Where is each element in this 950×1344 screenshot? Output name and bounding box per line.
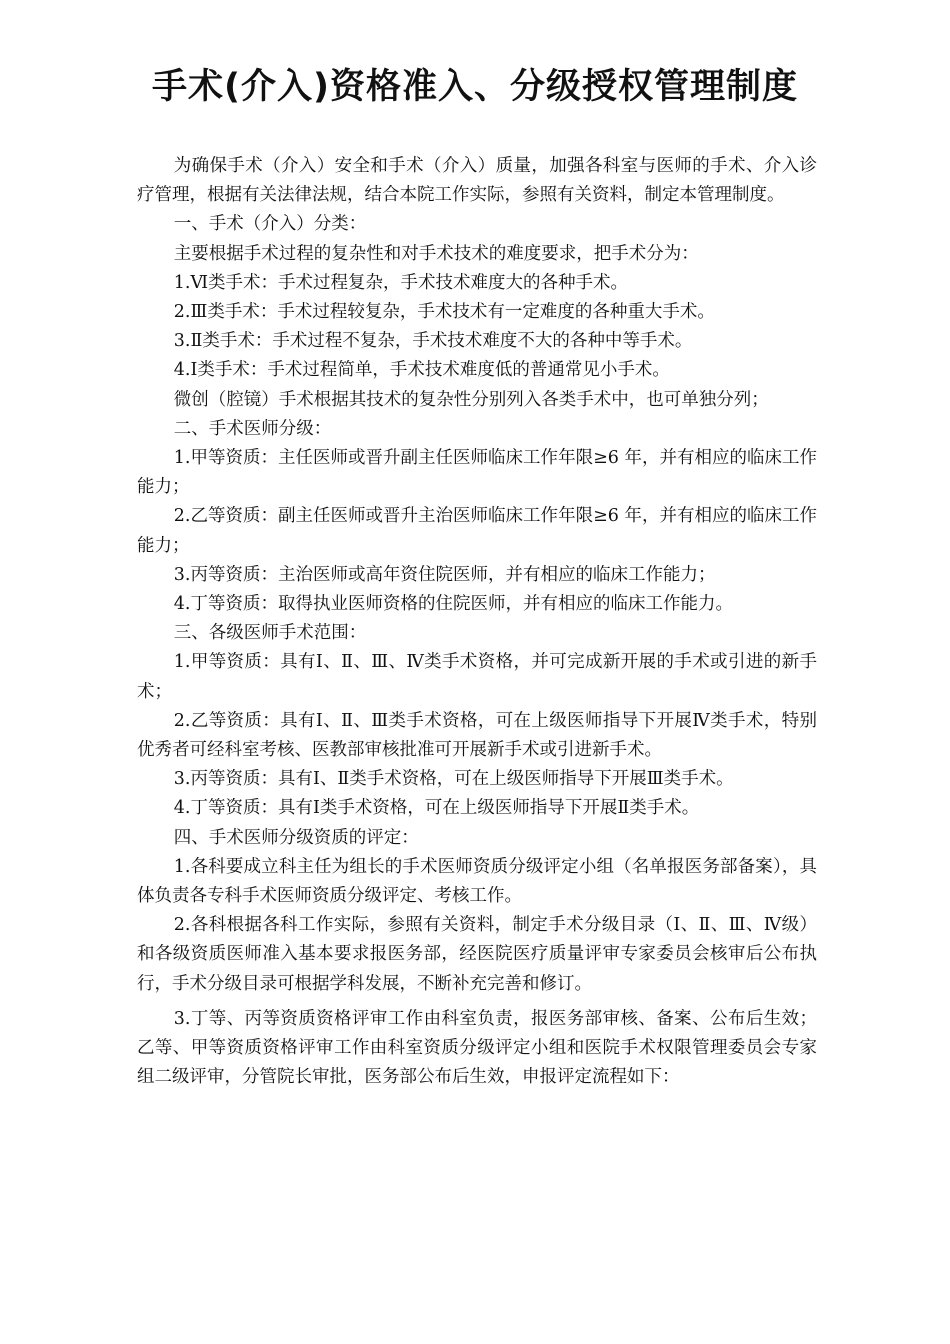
list-item: 3.丁等、丙等资质资格评审工作由科室负责，报医务部审核、备案、公布后生效；乙等、甲等资质资格评审工作由科室资质分级评定小组和医院手术权限管理委员会专家组二级评审，分管院长审批，医务部公布后生效，申报评定流程如下：	[137, 1008, 817, 1088]
section-heading-4: 四、手术医师分级资质的评定：	[173, 827, 419, 848]
list-item: 1.Ⅵ类手术：手术过程复杂，手术技术难度大的各种手术。	[173, 272, 629, 293]
list-item: 2.各科根据各科工作实际，参照有关资料，制定手术分级目录（Ⅰ、Ⅱ、Ⅲ、Ⅳ级）和各级资质医师准入基本要求报医务部，经医院医疗质量评审专家委员会核审后公布执行，手术分级目录可根据学科发展，不断补充完善和修订。	[137, 915, 817, 994]
paragraph: 主要根据手术过程的复杂性和对手术技术的难度要求，把手术分为：	[173, 243, 699, 264]
list-item: 1.甲等资质：主任医师或晋升副主任医师临床工作年限≥6 年，并有相应的临床工作能力；	[137, 448, 817, 498]
list-item: 4.丁等资质：具有Ⅰ类手术资格，可在上级医师指导下开展Ⅱ类手术。	[173, 798, 700, 819]
document-title: 手术(介入)资格准入、分级授权管理制度	[152, 67, 798, 107]
list-item: 3.丙等资质：具有Ⅰ、Ⅱ类手术资格，可在上级医师指导下开展Ⅲ类手术。	[173, 769, 734, 790]
document-body	[137, 152, 817, 1093]
list-item: 4.Ⅰ类手术：手术过程简单，手术技术难度低的普通常见小手术。	[173, 360, 670, 381]
list-item: 3.丙等资质：主治医师或高年资住院医师，并有相应的临床工作能力；	[173, 564, 716, 585]
list-item: 1.各科要成立科主任为组长的手术医师资质分级评定小组（名单报医务部备案），具体负责各专科手术医师资质分级评定、考核工作。	[137, 856, 817, 907]
list-item: 2.乙等资质：副主任医师或晋升主治医师临床工作年限≥6 年，并有相应的临床工作能力；	[137, 506, 817, 556]
list-item: 1.甲等资质：具有Ⅰ、Ⅱ、Ⅲ、Ⅳ类手术资格，并可完成新开展的手术或引进的新手术；	[137, 652, 817, 702]
section-heading-3: 三、各级医师手术范围：	[173, 623, 367, 644]
list-item: 3.Ⅱ类手术：手术过程不复杂，手术技术难度不大的各种中等手术。	[173, 331, 693, 352]
section-heading-1: 一、手术（介入）分类：	[173, 214, 367, 235]
section-heading-2: 二、手术医师分级：	[173, 418, 332, 439]
list-item: 2.乙等资质：具有Ⅰ、Ⅱ、Ⅲ类手术资格，可在上级医师指导下开展Ⅳ类手术，特别优秀者可经科室考核、医教部审核批准可开展新手术或引进新手术。	[137, 710, 817, 761]
paragraph-intro: 为确保手术（介入）安全和手术（介入）质量，加强各科室与医师的手术、介入诊疗管理，根据有关法律法规，结合本院工作实际，参照有关资料，制定本管理制度。	[137, 156, 817, 206]
paragraph: 微创（腔镜）手术根据其技术的复杂性分别列入各类手术中，也可单独分列；	[173, 389, 769, 410]
list-item: 4.丁等资质：取得执业医师资格的住院医师，并有相应的临床工作能力。	[173, 594, 733, 615]
list-item: 2.Ⅲ类手术：手术过程较复杂，手术技术有一定难度的各种重大手术。	[173, 302, 715, 323]
